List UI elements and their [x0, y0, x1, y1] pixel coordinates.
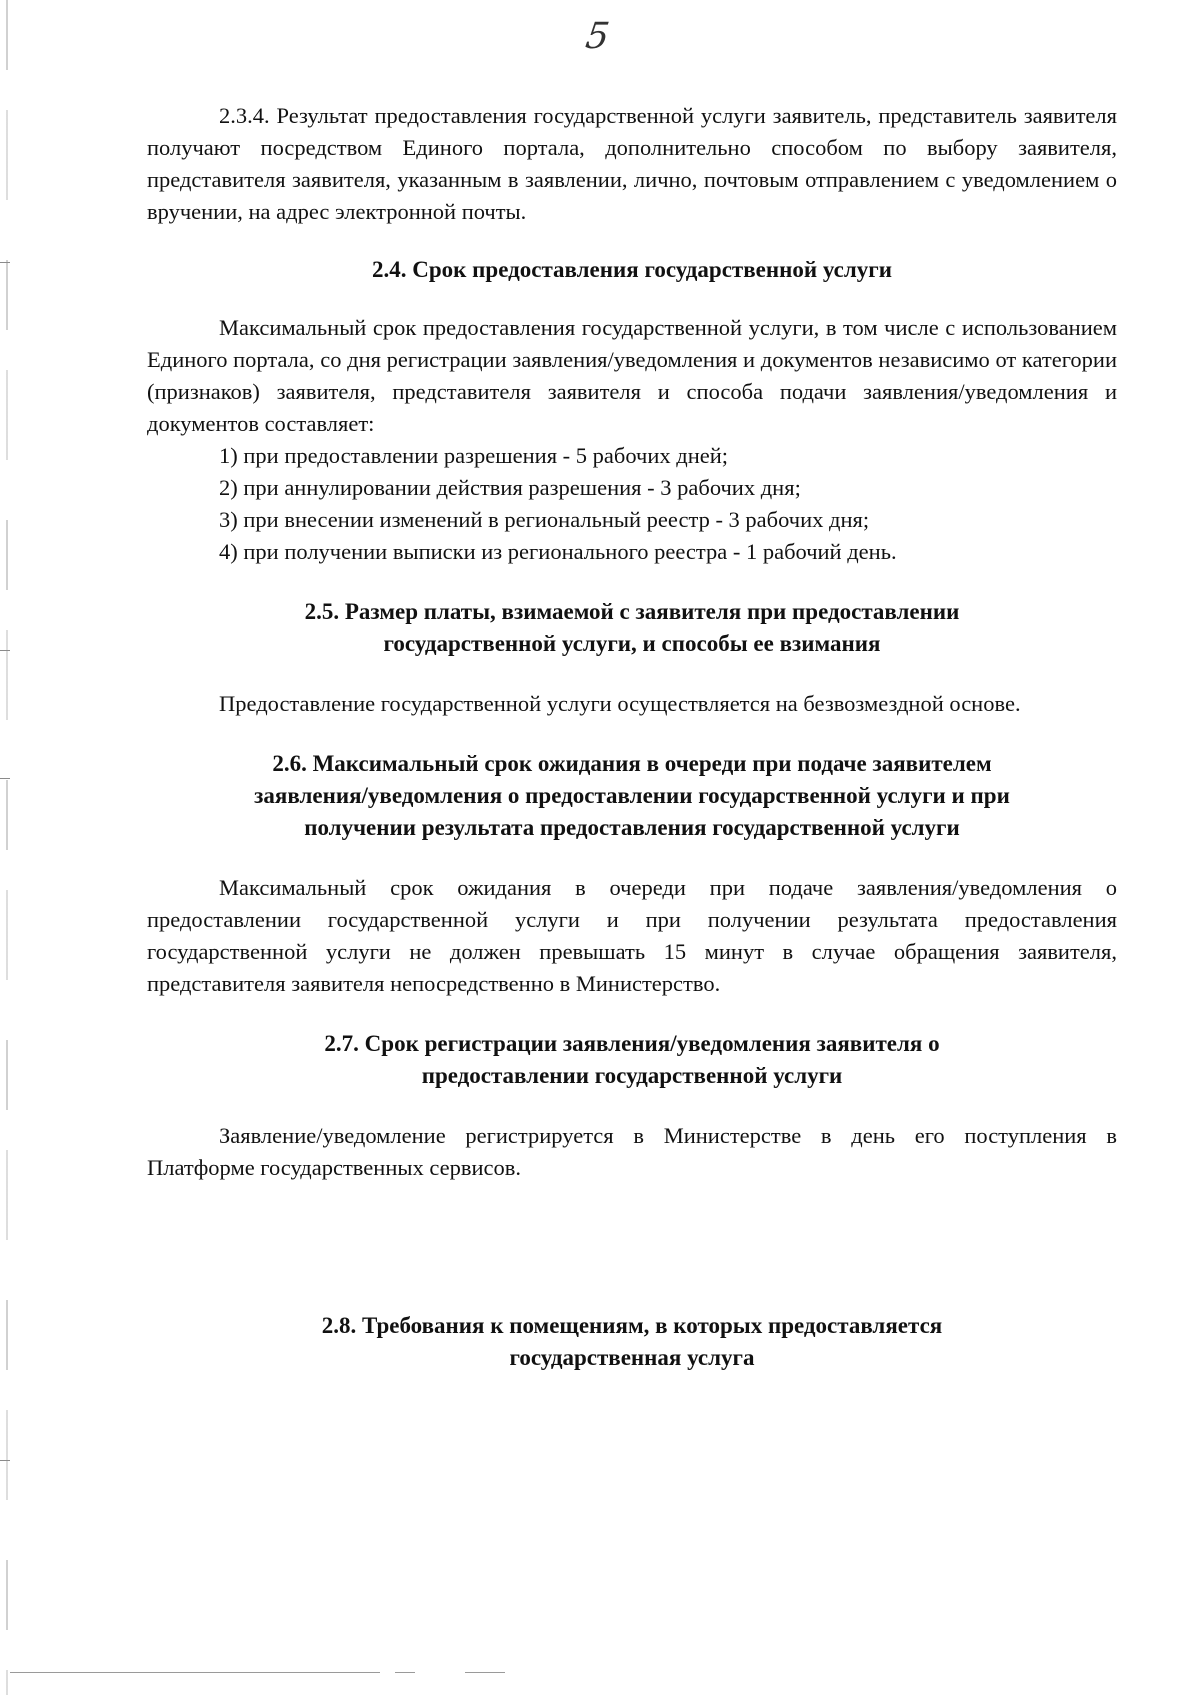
- page-number: 5: [583, 16, 612, 57]
- heading-line: заявления/уведомления о предоставлении государственной услуги и при: [254, 783, 1010, 808]
- heading-line: 2.7. Срок регистрации заявления/уведомления заявителя о: [324, 1031, 940, 1056]
- heading-line: получении результата предоставления государственной услуги: [304, 815, 960, 840]
- heading-2-6: [147, 748, 1117, 844]
- heading-line: предоставлении государственной услуги: [421, 1063, 843, 1088]
- heading-line: 2.5. Размер платы, взимаемой с заявителя при предоставлении: [304, 599, 960, 624]
- list-item: 3) при внесении изменений в региональный реестр - 3 рабочих дня;: [219, 507, 870, 532]
- heading-line: 2.6. Максимальный срок ожидания в очереди при подаче заявителем: [272, 751, 992, 776]
- scan-left-mark: [0, 650, 10, 651]
- heading-2-7: [147, 1028, 1117, 1092]
- scan-left-mark: [0, 262, 10, 263]
- scan-left-edge: [6, 0, 8, 1695]
- paragraph-2-6: Максимальный срок ожидания в очереди при подаче заявления/уведомления о предоставлении государственной услуги и при получении результата предоставления государственной услуги не должен превышать 15 минут в случае обращения заявителя, представителя заявителя непосредственно в Министерство.: [147, 875, 1117, 996]
- heading-line: государственной услуги, и способы ее взимания: [383, 631, 881, 656]
- paragraph-2-7: Заявление/уведомление регистрируется в Министерстве в день его поступления в Платформе государственных сервисов.: [147, 1123, 1117, 1180]
- heading-line: государственная услуга: [509, 1345, 755, 1370]
- list-item: 2) при аннулировании действия разрешения - 3 рабочих дня;: [219, 475, 801, 500]
- paragraph-2-3-4: 2.3.4. Результат предоставления государственной услуги заявитель, представитель заявителя получают посредством Единого портала, дополнительно способом по выбору заявителя, представителя заявителя, указанным в заявлении, лично, почтовым отправлением с уведомлением о вручении, на адрес электронной почты.: [147, 103, 1117, 224]
- list-item: 4) при получении выписки из регионального реестра - 1 рабочий день.: [219, 539, 897, 564]
- list-item: 1) при предоставлении разрешения - 5 рабочих дней;: [219, 443, 729, 468]
- scan-bottom-line: [465, 1672, 505, 1673]
- scan-left-mark: [0, 1460, 10, 1461]
- scan-bottom-line: [395, 1672, 415, 1673]
- document-body: [147, 100, 1117, 1374]
- scan-bottom-line: [10, 1672, 380, 1673]
- paragraph-2-4: Максимальный срок предоставления государственной услуги, в том числе с использованием Единого портала, со дня регистрации заявления/уведомления и документов независимо от категории (признаков) заявителя, представителя заявителя и способа подачи заявления/уведомления и документов составляет:: [147, 315, 1117, 436]
- heading-2-4: 2.4. Срок предоставления государственной услуги: [372, 257, 892, 282]
- heading-2-8: [147, 1310, 1117, 1374]
- heading-line: 2.8. Требования к помещениям, в которых предоставляется: [321, 1313, 943, 1338]
- paragraph-2-5: Предоставление государственной услуги осуществляется на безвозмездной основе.: [219, 691, 1021, 716]
- heading-2-5: [147, 596, 1117, 660]
- scan-left-mark: [0, 778, 10, 779]
